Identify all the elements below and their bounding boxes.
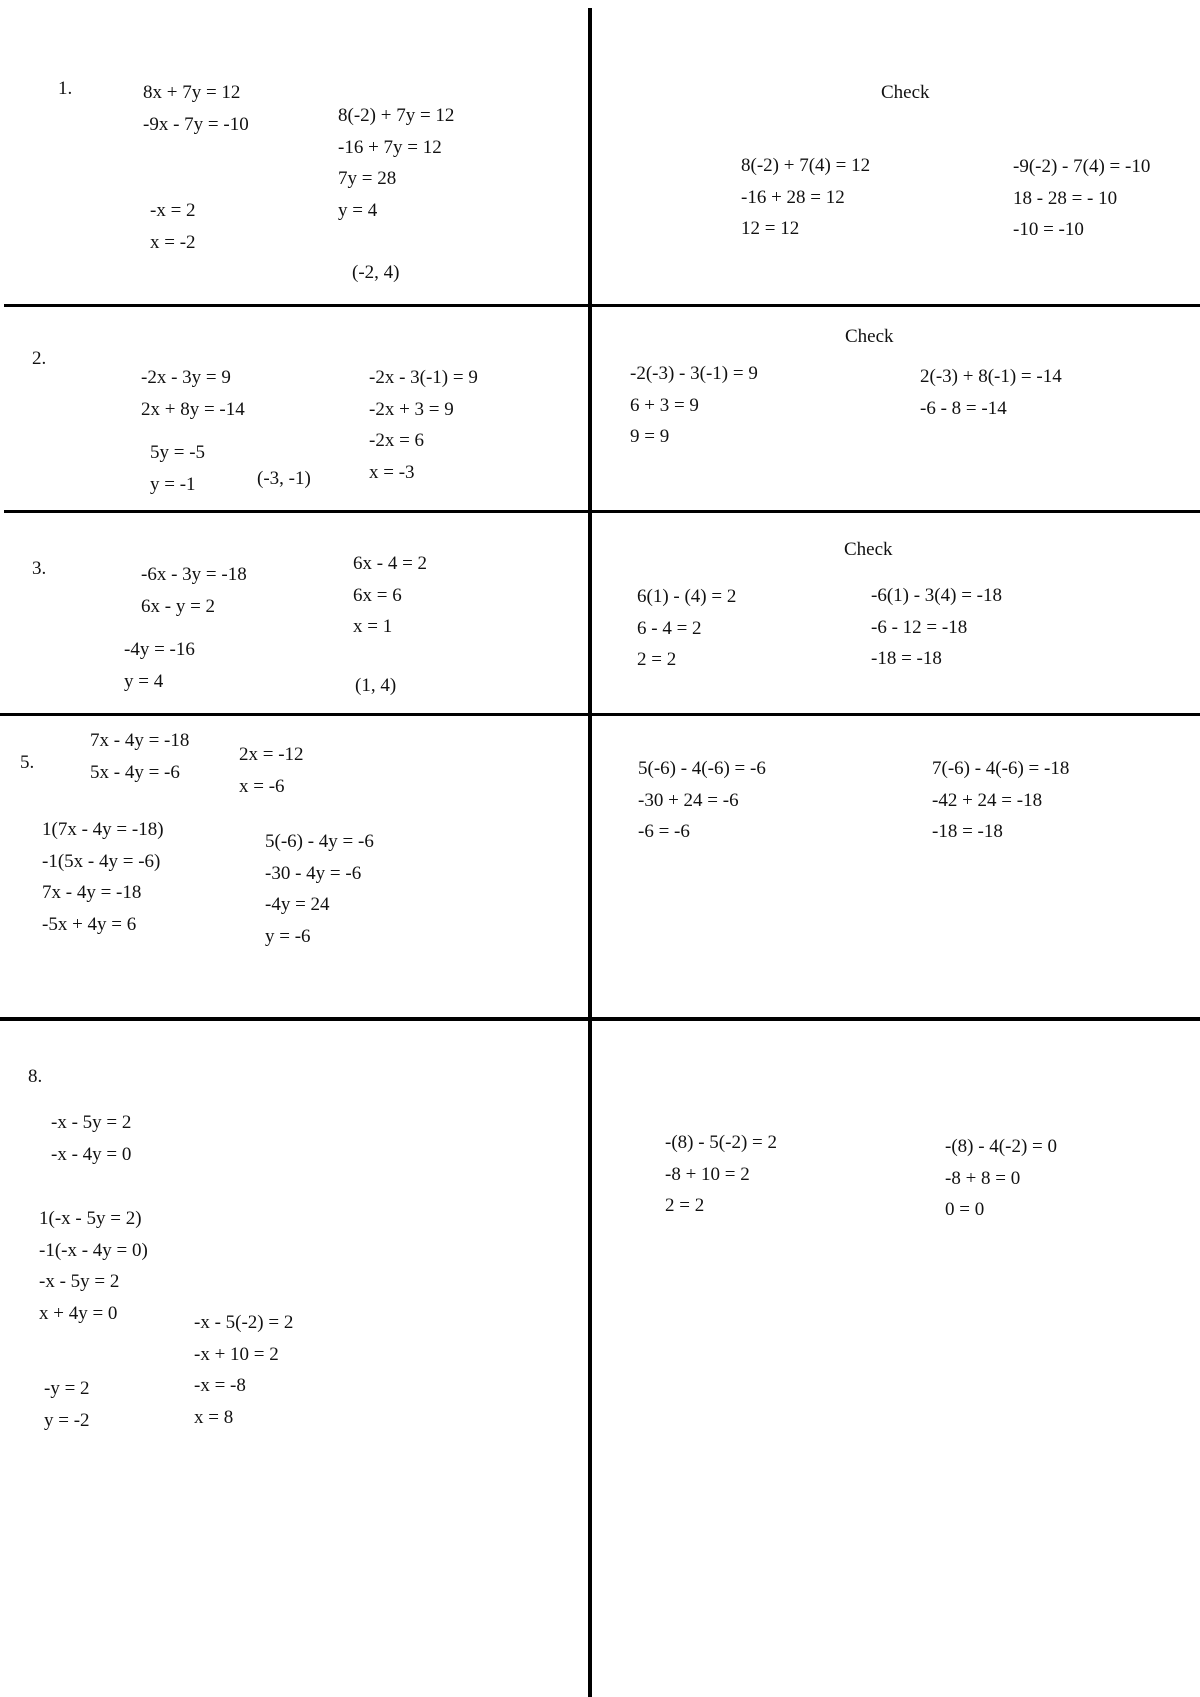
equation: 7y = 28: [338, 168, 397, 189]
problem-8-check-b: [945, 1131, 1057, 1226]
equation: -16 + 7y = 12: [338, 136, 442, 158]
equation: -6 = -6: [638, 821, 690, 842]
problem-2-check-b: [920, 361, 1062, 424]
problem-3-check-a: [637, 581, 736, 676]
problem-2-check-title: Check: [845, 326, 894, 347]
equation: -18 = -18: [871, 648, 942, 669]
equation: -x + 10 = 2: [194, 1343, 279, 1365]
equation: -2(-3) - 3(-1) = 9: [630, 363, 758, 384]
equation: 2 = 2: [665, 1195, 705, 1216]
problem-1-x-steps: [150, 195, 196, 258]
equation: 6x - 4 = 2: [353, 553, 428, 574]
equation: 8(-2) + 7(4) = 12: [741, 155, 871, 176]
equation: -6(1) - 3(4) = -18: [871, 585, 1003, 606]
problem-1-check-title: Check: [881, 82, 930, 103]
problem-1-y-steps: [338, 100, 454, 226]
row-divider-2: [4, 510, 1200, 513]
equation: -9x - 7y = -10: [143, 113, 249, 135]
equation: 5x - 4y = -6: [90, 761, 180, 783]
problem-3-check-b: [871, 580, 1002, 675]
problem-1-system: [143, 77, 249, 140]
equation: 5(-6) - 4(-6) = -6: [638, 758, 766, 779]
equation: -10 = -10: [1013, 219, 1084, 240]
problem-1-number: 1.: [58, 78, 73, 99]
equation: 8x + 7y = 12: [143, 82, 241, 103]
equation: 2x = -12: [239, 744, 304, 765]
problem-2-check-a: [630, 358, 758, 453]
equation: 0 = 0: [945, 1199, 985, 1220]
equation: 9 = 9: [630, 426, 670, 447]
row-divider-3: [0, 713, 1200, 716]
equation: y = -1: [150, 473, 196, 495]
equation: -8 + 10 = 2: [665, 1163, 750, 1185]
equation: y = 4: [338, 199, 378, 221]
problem-2-x-steps: [369, 362, 478, 488]
equation: x = 1: [353, 616, 393, 637]
equation: -30 - 4y = -6: [265, 862, 362, 884]
equation: -2x + 3 = 9: [369, 398, 454, 420]
equation: 6x = 6: [353, 584, 402, 606]
problem-5-system: [90, 725, 189, 788]
equation: -6 - 8 = -14: [920, 397, 1007, 419]
equation: 8(-2) + 7y = 12: [338, 105, 455, 126]
equation: -30 + 24 = -6: [638, 789, 739, 811]
equation: -x - 5y = 2: [51, 1112, 132, 1133]
equation: 7(-6) - 4(-6) = -18: [932, 758, 1070, 779]
equation: 2x + 8y = -14: [141, 398, 245, 420]
problem-8-check-a: [665, 1127, 777, 1222]
problem-1-check-a: [741, 150, 870, 245]
row-divider-1: [4, 304, 1200, 307]
equation: 12 = 12: [741, 218, 800, 239]
equation: 5(-6) - 4y = -6: [265, 831, 374, 852]
problem-5-check-b: [932, 753, 1069, 848]
equation: -x - 5(-2) = 2: [194, 1312, 294, 1333]
problem-3-answer: (1, 4): [355, 675, 397, 696]
equation: 6(1) - (4) = 2: [637, 586, 737, 607]
problem-8-multiply: [39, 1203, 148, 1329]
problem-3-number: 3.: [32, 558, 47, 579]
equation: -4y = 24: [265, 894, 330, 915]
equation: x = -3: [369, 461, 415, 483]
equation: y = -6: [265, 925, 311, 947]
equation: 6x - y = 2: [141, 595, 216, 617]
equation: 2(-3) + 8(-1) = -14: [920, 366, 1062, 387]
problem-8-x-steps: [194, 1307, 293, 1433]
equation: 1(7x - 4y = -18): [42, 819, 164, 840]
equation: 2 = 2: [637, 649, 677, 670]
problem-2-number: 2.: [32, 348, 47, 369]
equation: 5y = -5: [150, 442, 206, 463]
problem-8-number: 8.: [28, 1066, 43, 1087]
equation: -2x - 3y = 9: [141, 367, 231, 388]
problem-2-y-steps: [150, 437, 205, 500]
equation: -x - 4y = 0: [51, 1143, 132, 1165]
equation: x = -6: [239, 775, 285, 797]
problem-5-multiply: [42, 814, 164, 940]
equation: -18 = -18: [932, 821, 1003, 842]
problem-3-system: [141, 559, 247, 622]
equation: -y = 2: [44, 1378, 90, 1399]
equation: x = -2: [150, 231, 196, 253]
equation: -2x - 3(-1) = 9: [369, 367, 478, 388]
equation: -(8) - 5(-2) = 2: [665, 1132, 778, 1153]
equation: -16 + 28 = 12: [741, 186, 845, 208]
equation: -8 + 8 = 0: [945, 1167, 1021, 1189]
equation: y = 4: [124, 670, 164, 692]
problem-3-y-steps: [124, 634, 195, 697]
problem-8-y-steps: [44, 1373, 90, 1436]
problem-5-x-steps: [239, 739, 304, 802]
equation: 6 + 3 = 9: [630, 394, 699, 416]
problem-3-check-title: Check: [844, 539, 893, 560]
equation: -1(5x - 4y = -6): [42, 850, 161, 872]
equation: x = 8: [194, 1406, 234, 1428]
equation: -x - 5y = 2: [39, 1271, 120, 1292]
equation: x + 4y = 0: [39, 1302, 118, 1324]
equation: -5x + 4y = 6: [42, 913, 137, 935]
equation: 1(-x - 5y = 2): [39, 1208, 142, 1229]
equation: -2x = 6: [369, 430, 425, 451]
equation: -x = 2: [150, 200, 196, 221]
equation: 18 - 28 = - 10: [1013, 187, 1118, 209]
problem-8-system: [51, 1107, 131, 1170]
equation: -42 + 24 = -18: [932, 789, 1043, 811]
equation: -9(-2) - 7(4) = -10: [1013, 156, 1151, 177]
center-divider-line: [588, 8, 592, 1697]
row-divider-4: [0, 1017, 1200, 1021]
equation: 7x - 4y = -18: [42, 882, 142, 903]
problem-2-system: [141, 362, 245, 425]
problem-1-check-b: [1013, 151, 1150, 246]
equation: 6 - 4 = 2: [637, 617, 702, 639]
equation: 7x - 4y = -18: [90, 730, 190, 751]
equation: y = -2: [44, 1409, 90, 1431]
problem-2-answer: (-3, -1): [257, 468, 311, 489]
problem-5-check-a: [638, 753, 766, 848]
problem-3-x-steps: [353, 548, 427, 643]
problem-5-number: 5.: [20, 752, 35, 773]
problem-5-y-steps: [265, 826, 374, 952]
equation: -4y = -16: [124, 639, 195, 660]
equation: -x = -8: [194, 1375, 246, 1396]
equation: -6x - 3y = -18: [141, 564, 247, 585]
problem-1-answer: (-2, 4): [352, 262, 400, 283]
equation: -1(-x - 4y = 0): [39, 1239, 148, 1261]
equation: -6 - 12 = -18: [871, 616, 968, 638]
equation: -(8) - 4(-2) = 0: [945, 1136, 1058, 1157]
